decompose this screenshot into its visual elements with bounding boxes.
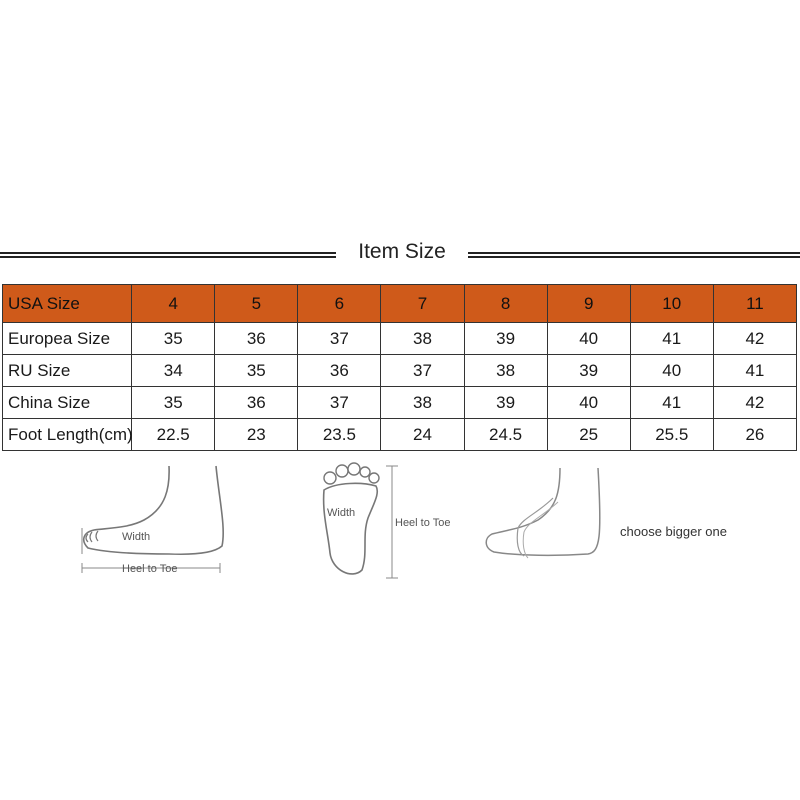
row-label: RU Size bbox=[3, 355, 132, 387]
table-cell: 25 bbox=[547, 419, 630, 451]
fit-note: choose bigger one bbox=[620, 524, 727, 539]
page-title: Item Size bbox=[358, 240, 446, 263]
table-cell: 39 bbox=[464, 387, 547, 419]
row-label: China Size bbox=[3, 387, 132, 419]
title-row bbox=[0, 238, 800, 274]
table-cell: 9 bbox=[547, 285, 630, 323]
table-cell: 24 bbox=[381, 419, 464, 451]
table-cell: 40 bbox=[547, 387, 630, 419]
table-cell: 23 bbox=[215, 419, 298, 451]
table-cell: 26 bbox=[713, 419, 796, 451]
row-label: Europea Size bbox=[3, 323, 132, 355]
shoe-fit-illustration bbox=[478, 458, 608, 588]
table-cell: 36 bbox=[215, 323, 298, 355]
table-cell: 37 bbox=[298, 387, 381, 419]
row-label: Foot Length(cm) bbox=[3, 419, 132, 451]
table-cell: 41 bbox=[630, 387, 713, 419]
table-cell: 42 bbox=[713, 323, 796, 355]
side-foot-illustration bbox=[74, 458, 234, 588]
table-cell: 7 bbox=[381, 285, 464, 323]
sole-length-label: Heel to Toe bbox=[395, 517, 451, 529]
table-cell: 8 bbox=[464, 285, 547, 323]
table-cell: 10 bbox=[630, 285, 713, 323]
table-cell: 40 bbox=[547, 323, 630, 355]
table-cell: 37 bbox=[381, 355, 464, 387]
table-cell: 25.5 bbox=[630, 419, 713, 451]
table-cell: 35 bbox=[215, 355, 298, 387]
table-cell: 41 bbox=[630, 323, 713, 355]
table-row bbox=[3, 323, 797, 355]
table-cell: 34 bbox=[132, 355, 215, 387]
table-cell: 40 bbox=[630, 355, 713, 387]
side-width-label: Width bbox=[122, 531, 151, 543]
table-cell: 39 bbox=[464, 323, 547, 355]
table-cell: 4 bbox=[132, 285, 215, 323]
table-cell: 35 bbox=[132, 323, 215, 355]
table-row bbox=[3, 355, 797, 387]
table-row bbox=[3, 387, 797, 419]
table-cell: 24.5 bbox=[464, 419, 547, 451]
table-cell: 23.5 bbox=[298, 419, 381, 451]
table-cell: 39 bbox=[547, 355, 630, 387]
table-cell: 38 bbox=[464, 355, 547, 387]
table-cell: 6 bbox=[298, 285, 381, 323]
table-cell: 36 bbox=[215, 387, 298, 419]
table-cell: 42 bbox=[713, 387, 796, 419]
table-cell: 41 bbox=[713, 355, 796, 387]
table-cell: 11 bbox=[713, 285, 796, 323]
side-length-label: Heel to Toe bbox=[122, 563, 178, 575]
size-chart-table bbox=[2, 284, 797, 451]
table-cell: 36 bbox=[298, 355, 381, 387]
table-cell: 35 bbox=[132, 387, 215, 419]
sole-foot-illustration bbox=[312, 458, 472, 588]
title-rule-right bbox=[468, 252, 800, 258]
table-cell: 5 bbox=[215, 285, 298, 323]
title-rule-left bbox=[0, 252, 336, 258]
table-cell: 38 bbox=[381, 387, 464, 419]
table-cell: 37 bbox=[298, 323, 381, 355]
table-header-row bbox=[3, 285, 797, 323]
table-row bbox=[3, 419, 797, 451]
row-label: USA Size bbox=[3, 285, 132, 323]
sole-width-label: Width bbox=[327, 507, 356, 519]
table-cell: 22.5 bbox=[132, 419, 215, 451]
table-cell: 38 bbox=[381, 323, 464, 355]
